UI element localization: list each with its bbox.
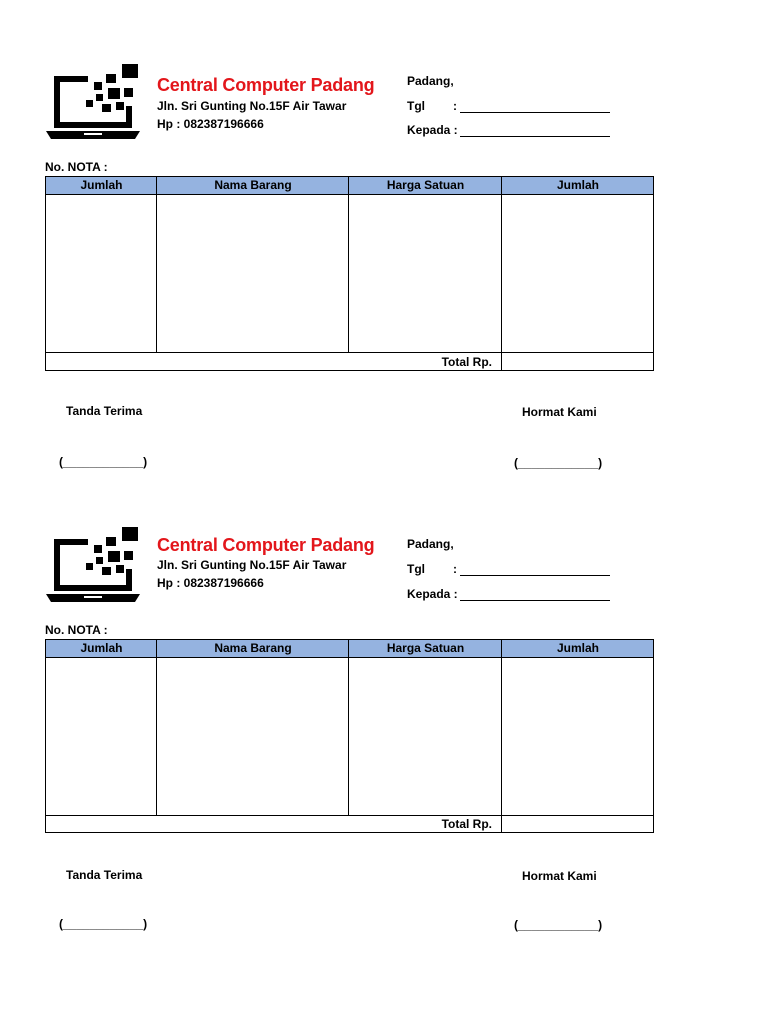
laptop-logo-icon [44, 525, 142, 603]
column-divider [348, 640, 349, 816]
date-label: Tgl [407, 99, 425, 113]
receiver-signature-blank: (____________) [59, 455, 148, 469]
receiver-signature-label: Tanda Terima [66, 404, 143, 418]
date-label: Tgl [407, 562, 425, 576]
header-item-name: Nama Barang [214, 641, 292, 655]
company-phone: Hp : 082387196666 [157, 117, 264, 131]
recipient-label: Kepada : [407, 587, 458, 601]
city-label: Padang, [407, 537, 454, 551]
total-row-divider [46, 815, 653, 816]
sender-signature-label: Hormat Kami [522, 405, 597, 419]
column-divider [501, 177, 502, 370]
header-amount: Jumlah [556, 641, 599, 655]
total-row-divider [46, 352, 653, 353]
company-phone: Hp : 082387196666 [157, 576, 264, 590]
total-label: Total Rp. [441, 355, 492, 369]
company-name: Central Computer Padang [157, 535, 375, 555]
header-quantity: Jumlah [80, 178, 123, 192]
nota-form-1 [0, 0, 768, 470]
header-amount: Jumlah [556, 178, 599, 192]
header-quantity: Jumlah [80, 641, 123, 655]
column-divider [501, 640, 502, 832]
sender-signature-blank: (____________) [514, 918, 603, 932]
header-unit-price: Harga Satuan [386, 178, 465, 192]
sender-signature-label: Hormat Kami [522, 869, 597, 883]
total-label: Total Rp. [441, 817, 492, 831]
date-colon: : [453, 99, 457, 113]
items-table [45, 176, 654, 371]
city-label: Padang, [407, 74, 454, 88]
column-divider [348, 177, 349, 353]
date-field-line[interactable] [460, 112, 610, 113]
date-colon: : [453, 562, 457, 576]
table-header [46, 640, 653, 658]
recipient-field-line[interactable] [460, 600, 610, 601]
items-table [45, 639, 654, 833]
nota-number-label: No. NOTA : [45, 623, 108, 637]
column-divider [156, 640, 157, 816]
company-name: Central Computer Padang [157, 75, 375, 95]
nota-number-label: No. NOTA : [45, 160, 108, 174]
sender-signature-blank: (____________) [514, 456, 603, 470]
company-address: Jln. Sri Gunting No.15F Air Tawar [157, 99, 347, 113]
receiver-signature-blank: (____________) [59, 917, 148, 931]
column-divider [156, 177, 157, 353]
company-address: Jln. Sri Gunting No.15F Air Tawar [157, 558, 347, 572]
nota-form-2 [0, 463, 768, 933]
recipient-field-line[interactable] [460, 136, 610, 137]
date-field-line[interactable] [460, 575, 610, 576]
laptop-logo-icon [44, 62, 142, 140]
table-header [46, 177, 653, 195]
header-item-name: Nama Barang [214, 178, 292, 192]
recipient-label: Kepada : [407, 123, 458, 137]
header-unit-price: Harga Satuan [386, 641, 465, 655]
receiver-signature-label: Tanda Terima [66, 868, 143, 882]
